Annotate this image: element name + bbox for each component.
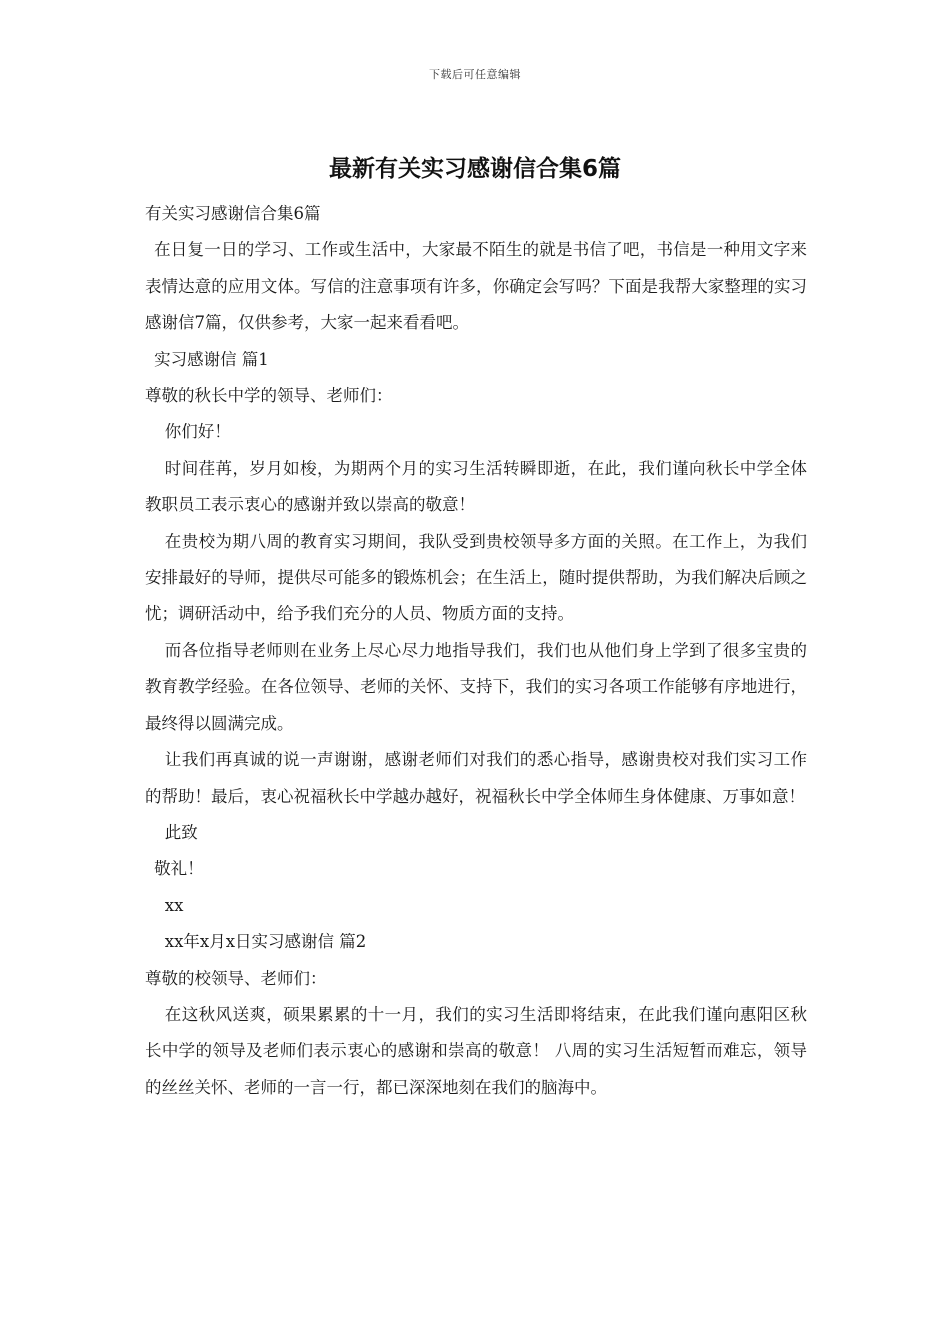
letter-paragraph: 让我们再真诚的说一声谢谢，感谢老师们对我们的悉心指导，感谢贵校对我们实习工作的帮助！最后，衷心祝福秋长中学越办越好，祝福秋长中学全体师生身体健康、万事如意！: [145, 750, 807, 806]
date-and-section-heading-2: xx年x月x日实习感谢信 篇2: [164, 932, 367, 952]
salutation-1: 尊敬的秋长中学的领导、老师们：: [145, 386, 393, 406]
subtitle-line: 有关实习感谢信合集6篇: [145, 204, 321, 223]
document-body: [145, 196, 807, 1106]
letter-paragraph: 在这秋风送爽，硕果累累的十一月，我们的实习生活即将结束，在此我们谨向惠阳区秋长中学的领导及老师们表示衷心的感谢和崇高的敬意！ 八周的实习生活短暂而难忘，领导的丝丝关怀、老师的一言一行，都已深深地刻在我们的脑海中。: [145, 1004, 807, 1097]
intro-paragraph: 在日复一日的学习、工作或生活中，大家最不陌生的就是书信了吧，书信是一种用文字来表情达意的应用文体。写信的注意事项有许多，你确定会写吗？下面是我帮大家整理的实习感谢信7篇，仅供参考，大家一起来看看吧。: [145, 240, 807, 333]
document-title: 最新有关实习感谢信合集6篇: [328, 156, 621, 182]
letter-paragraph: 时间荏苒，岁月如梭，为期两个月的实习生活转瞬即逝，在此，我们谨向秋长中学全体教职员工表示衷心的感谢并致以崇高的敬意！: [145, 458, 807, 515]
signature: xx: [164, 895, 184, 915]
section-heading-1: 实习感谢信 篇1: [154, 349, 269, 369]
closing-salute: 敬礼！: [154, 859, 204, 879]
salutation-2: 尊敬的校领导、老师们：: [145, 968, 327, 988]
header-note: 下载后可任意编辑: [429, 68, 521, 81]
closing-phrase: 此致: [164, 822, 198, 842]
letter-paragraph: 而各位指导老师则在业务上尽心尽力地指导我们，我们也从他们身上学到了很多宝贵的教育教学经验。在各位领导、老师的关怀、支持下，我们的实习各项工作能够有序地进行，最终得以圆满完成。: [145, 640, 807, 733]
greeting: 你们好！: [164, 422, 231, 442]
letter-paragraph: 在贵校为期八周的教育实习期间，我队受到贵校领导多方面的关照。在工作上，为我们安排最好的导师，提供尽可能多的锻炼机会；在生活上，随时提供帮助，为我们解决后顾之忧；调研活动中，给予我们充分的人员、物质方面的支持。: [145, 531, 807, 624]
